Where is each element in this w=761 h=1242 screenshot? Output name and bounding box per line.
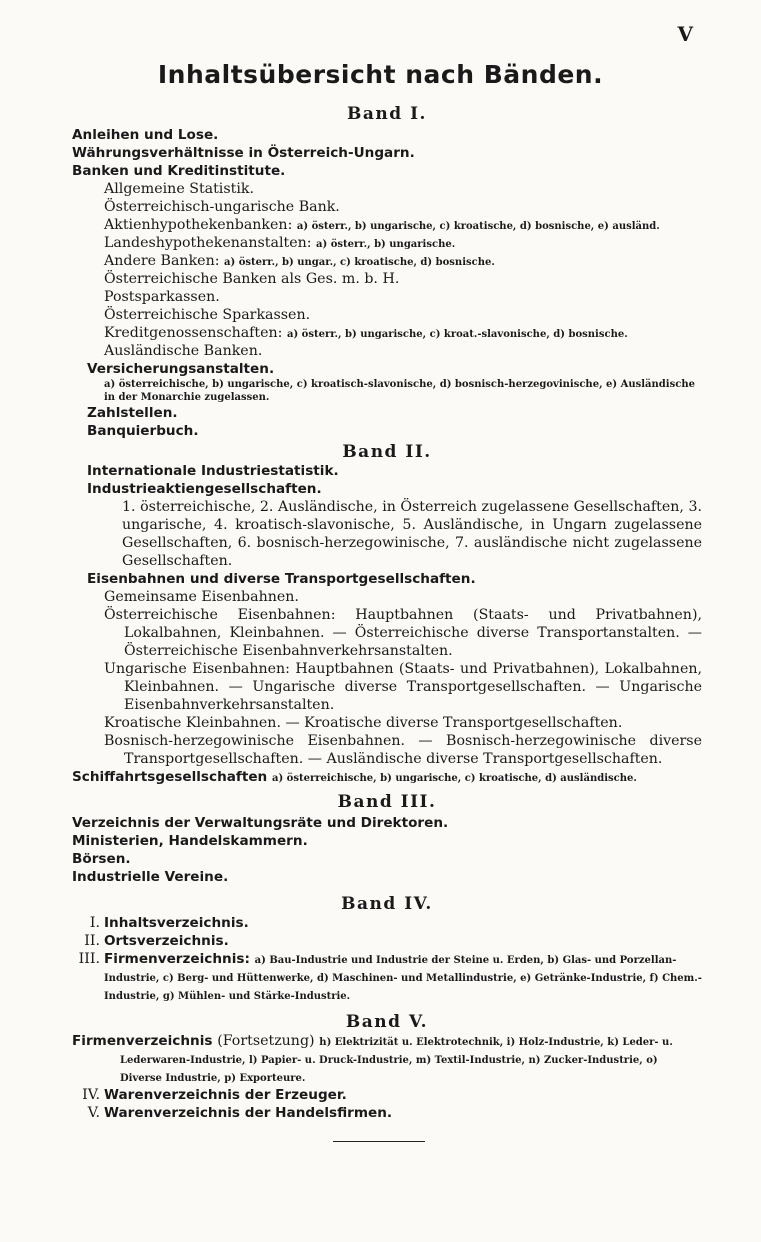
band-4-heading: Band IV. [341, 894, 433, 914]
section-heading: Währungsverhältnisse in Österreich-Ungarn. [72, 145, 415, 161]
section-heading: Anleihen und Lose. [72, 127, 219, 143]
section-heading: Eisenbahnen und diverse Transportgesellschaften. [87, 571, 476, 587]
section-heading: Industrielle Vereine. [72, 869, 229, 885]
section-heading: Börsen. [72, 851, 131, 867]
page-title: Inhaltsübersicht nach Bänden. [157, 60, 604, 89]
section-heading [72, 950, 702, 1004]
roman-numeral: II. [84, 933, 100, 949]
list-item: Gemeinsame Eisenbahnen. [104, 589, 299, 605]
section-heading: Verzeichnis der Verwaltungsräte und Direktoren. [72, 815, 449, 831]
section-heading-label: Firmenverzeichnis [72, 1033, 213, 1049]
section-heading: Banquierbuch. [87, 423, 199, 439]
list-item: Österreichische Sparkassen. [104, 307, 311, 323]
list-item-label: Landeshypothekenanstalten: [104, 235, 312, 251]
section-heading [72, 932, 702, 950]
list-item: Ungarische Eisenbahnen: Hauptbahnen (Staats- und Privatbahnen), Lokalbahnen, Kleinbahnen. — Ungarische diverse Transportgesellschaften. — Ungarische Eisenbahnverkehrsanstalten. [104, 661, 702, 713]
list-item: Österreichische Eisenbahnen: Hauptbahnen (Staats- und Privatbahnen), Lokalbahnen, Kleinbahnen. — Österreichische diverse Transportanstalten. — Österreichische Eisenbahnverkehrsanstalten. [104, 607, 702, 659]
list-item: Kroatische Kleinbahnen. — Kroatische diverse Transportgesellschaften. [104, 715, 623, 731]
list-item [72, 252, 702, 270]
section-heading: Banken und Kreditinstitute. [72, 163, 286, 179]
section-heading [72, 1032, 702, 1086]
roman-numeral: V. [87, 1105, 100, 1121]
list-item [72, 216, 702, 234]
section-heading-note: (Fortsetzung) [217, 1033, 315, 1049]
list-item-detail: a) österr., b) ungarische, c) kroatische, d) bosnische, e) ausländ. [296, 221, 660, 232]
roman-numeral: I. [89, 915, 100, 931]
roman-numeral: IV. [82, 1087, 100, 1103]
band-5-heading: Band V. [345, 1012, 429, 1032]
section-heading [72, 1086, 702, 1104]
section-heading [72, 914, 702, 932]
section-heading-label: Warenverzeichnis der Handelsfirmen. [104, 1105, 393, 1121]
section-detail: a) österreichische, b) ungarische, c) kroatische, d) ausländische. [271, 773, 637, 784]
section-heading [72, 768, 702, 786]
section-heading: Ministerien, Handelskammern. [72, 833, 308, 849]
list-item: Postsparkassen. [104, 289, 220, 305]
section-detail: a) österreichische, b) ungarische, c) kroatisch-slavonische, d) bosnisch-herzegovinische, e) Ausländische in der Monarchie zugelassen. [104, 379, 695, 403]
section-detail: h) Elektrizität u. Elektrotechnik, i) Holz-Industrie, k) Leder- u. Lederwaren-Industrie, l) Papier- u. Druck-Industrie, m) Textil-Industrie, n) Zucker-Industrie, o) Diverse Industrie, p) Exporteure. [120, 1037, 673, 1084]
section-heading-label: Ortsverzeichnis. [104, 933, 229, 949]
list-item-label: Aktienhypothekenbanken: [104, 217, 293, 233]
list-item: Allgemeine Statistik. [104, 181, 254, 197]
list-item: Ausländische Banken. [104, 343, 263, 359]
roman-numeral: III. [78, 951, 100, 967]
section-heading: Industrieaktiengesellschaften. [87, 481, 322, 497]
list-item-detail: a) österr., b) ungarische. [316, 239, 456, 250]
section-heading [72, 1104, 702, 1122]
section-heading-label: Firmenverzeichnis: [104, 951, 250, 967]
section-heading: Internationale Industriestatistik. [87, 463, 339, 479]
list-item: Österreichische Banken als Ges. m. b. H. [104, 271, 400, 287]
section-heading-label: Warenverzeichnis der Erzeuger. [104, 1087, 347, 1103]
section-detail: a) Bau-Industrie und Industrie der Steine u. Erden, b) Glas- und Porzellan-Industrie, c) Berg- und Hüttenwerke, d) Maschinen- und Metallindustrie, e) Getränke-Industrie, f) Chem.-Industrie, g) Mühlen- und Stärke-Industrie. [104, 955, 702, 1002]
list-item [72, 234, 702, 252]
list-item [72, 324, 702, 342]
list-item-label: Kreditgenossenschaften: [104, 325, 283, 341]
list-item-detail: a) österr., b) ungar., c) kroatische, d) bosnische. [224, 257, 495, 268]
list-item: Österreichisch-ungarische Bank. [104, 199, 340, 215]
section-heading-label: Inhaltsverzeichnis. [104, 915, 249, 931]
band-1-heading: Band I. [347, 104, 427, 124]
page-number: V [677, 22, 693, 46]
section-heading: Zahlstellen. [87, 405, 178, 421]
closing-rule [333, 1141, 425, 1142]
table-of-contents [72, 104, 702, 1122]
band-3-heading: Band III. [337, 792, 437, 812]
section-heading: Versicherungsanstalten. [87, 361, 275, 377]
list-item: Bosnisch-herzegowinische Eisenbahnen. — Bosnisch-herzegowinische diverse Transportgesellschaften. — Ausländische diverse Transportgesellschaften. [104, 733, 702, 767]
list-item-detail: a) österr., b) ungarische, c) kroat.-slavonische, d) bosnische. [286, 329, 628, 340]
band-2-heading: Band II. [342, 442, 432, 462]
section-heading-label: Schiffahrtsgesellschaften [72, 769, 268, 785]
paragraph: 1. österreichische, 2. Ausländische, in Österreich zugelassene Gesellschaften, 3. ungarische, 4. kroatisch-slavonische, 5. Ausländische, in Ungarn zugelassene Gesellschaften, 6. bosnisch-herzegowinische, 7. ausländische nicht zugelassene Gesellschaften. [122, 499, 702, 569]
list-item-label: Andere Banken: [104, 253, 220, 269]
